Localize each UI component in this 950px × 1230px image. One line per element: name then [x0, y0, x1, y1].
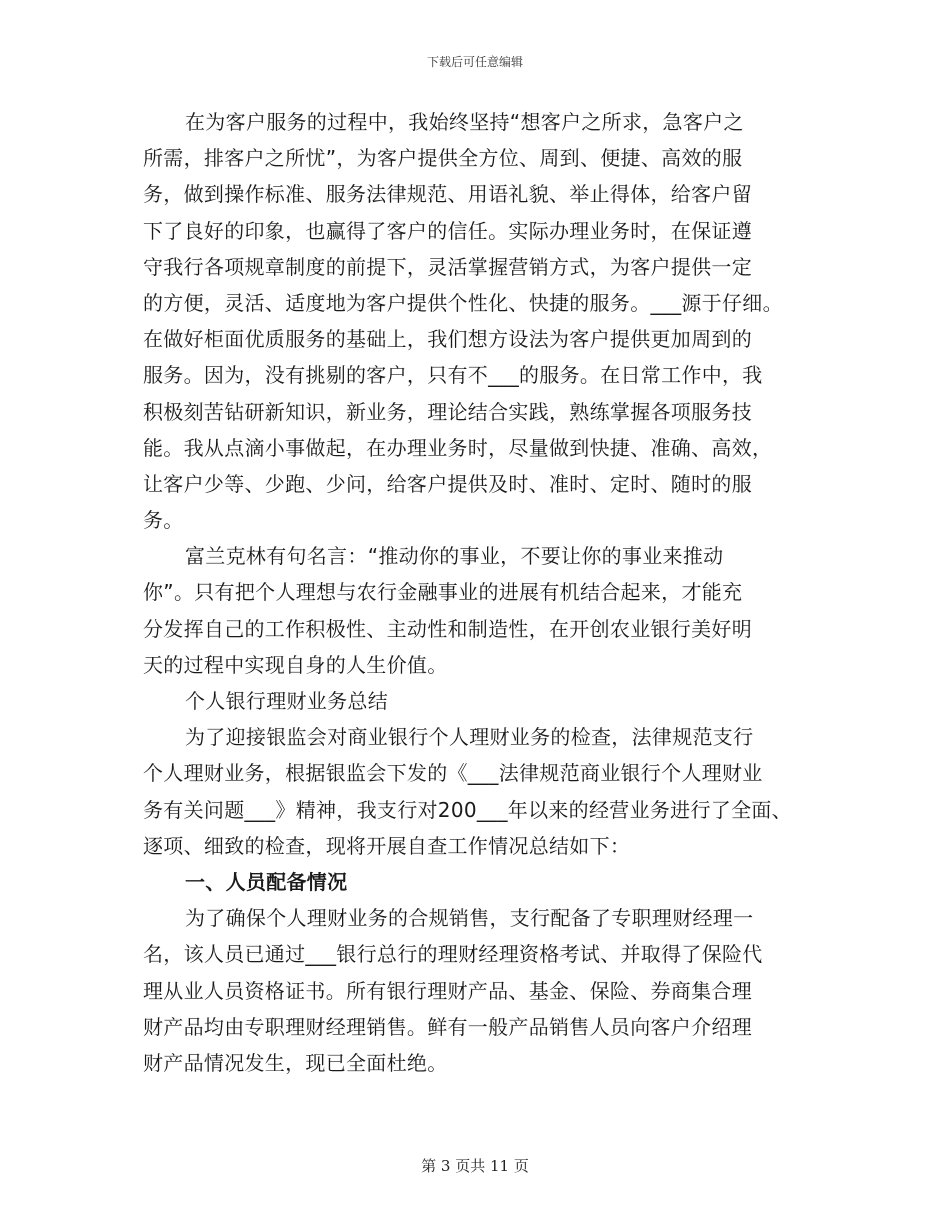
- page-header: 下载后可任意编辑: [426, 55, 523, 69]
- paragraph-line: 守我行各项规章制度的前提下，灵活掌握营销方式，为客户提供一定: [143, 254, 752, 279]
- paragraph-line: 天的过程中实现自身的人生价值。: [143, 652, 448, 677]
- paragraph-line: 服务。因为，没有挑剔的客户，只有不___的服务。在日常工作中，我: [143, 363, 763, 388]
- paragraph-line: 下了良好的印象，也赢得了客户的信任。实际办理业务时，在保证遵: [143, 218, 752, 243]
- page-footer: 第 3 页共 11 页: [421, 1157, 529, 1175]
- section-title: 个人银行理财业务总结: [185, 689, 388, 713]
- paragraph-line: 务，做到操作标准、服务法律规范、用语礼貌、举止得体，给客户留: [143, 182, 752, 207]
- paragraph-line: 让客户少等、少跑、少问，给客户提供及时、准时、定时、随时的服: [143, 471, 752, 496]
- paragraph-line: 在做好柜面优质服务的基础上，我们想方设法为客户提供更加周到的: [143, 327, 752, 352]
- paragraph-line: 务有关问题___》精神，我支行对200___年以来的经营业务进行了全面、: [143, 797, 792, 822]
- paragraph-line: 在为客户服务的过程中，我始终坚持“想客户之所求，急客户之: [185, 110, 744, 134]
- paragraph-line: 的方便，灵活、适度地为客户提供个性化、快捷的服务。___源于仔细。: [143, 290, 783, 315]
- paragraph-line: 分发挥自己的工作积极性、主动性和制造性，在开创农业银行美好明: [143, 616, 752, 641]
- section-heading: 一、人员配备情况: [185, 869, 348, 894]
- paragraph-line: 能。我从点滴小事做起，在办理业务时，尽量做到快捷、准确、高效，: [143, 435, 773, 460]
- paragraph-line: 财产品情况发生，现已全面杜绝。: [143, 1050, 448, 1075]
- paragraph-line: 积极刻苦钻研新知识，新业务，理论结合实践，熟练掌握各项服务技: [143, 399, 752, 424]
- paragraph-line: 为了确保个人理财业务的合规销售，支行配备了专职理财经理一: [185, 906, 754, 931]
- paragraph-line: 务。: [143, 508, 184, 533]
- paragraph-line: 富兰克林有句名言：“推动你的事业，不要让你的事业来推动: [185, 544, 724, 569]
- paragraph-line: 为了迎接银监会对商业银行个人理财业务的检查，法律规范支行: [185, 725, 754, 750]
- document-body: [143, 104, 833, 1081]
- paragraph-line: 名，该人员已通过___银行总行的理财经理资格考试、并取得了保险代: [143, 942, 763, 967]
- paragraph-line: 所需，排客户之所忧”，为客户提供全方位、周到、便捷、高效的服: [143, 146, 743, 171]
- paragraph-line: 财产品均由专职理财经理销售。鲜有一般产品销售人员向客户介绍理: [143, 1014, 752, 1039]
- paragraph-line: 个人理财业务，根据银监会下发的《___法律规范商业银行个人理财业: [143, 761, 763, 786]
- paragraph-line: 逐项、细致的检查，现将开展自查工作情况总结如下：: [143, 833, 631, 858]
- paragraph-line: 理从业人员资格证书。所有银行理财产品、基金、保险、券商集合理: [143, 978, 752, 1003]
- paragraph-line: 你”。只有把个人理想与农行金融事业的进展有机结合起来，才能充: [143, 580, 743, 605]
